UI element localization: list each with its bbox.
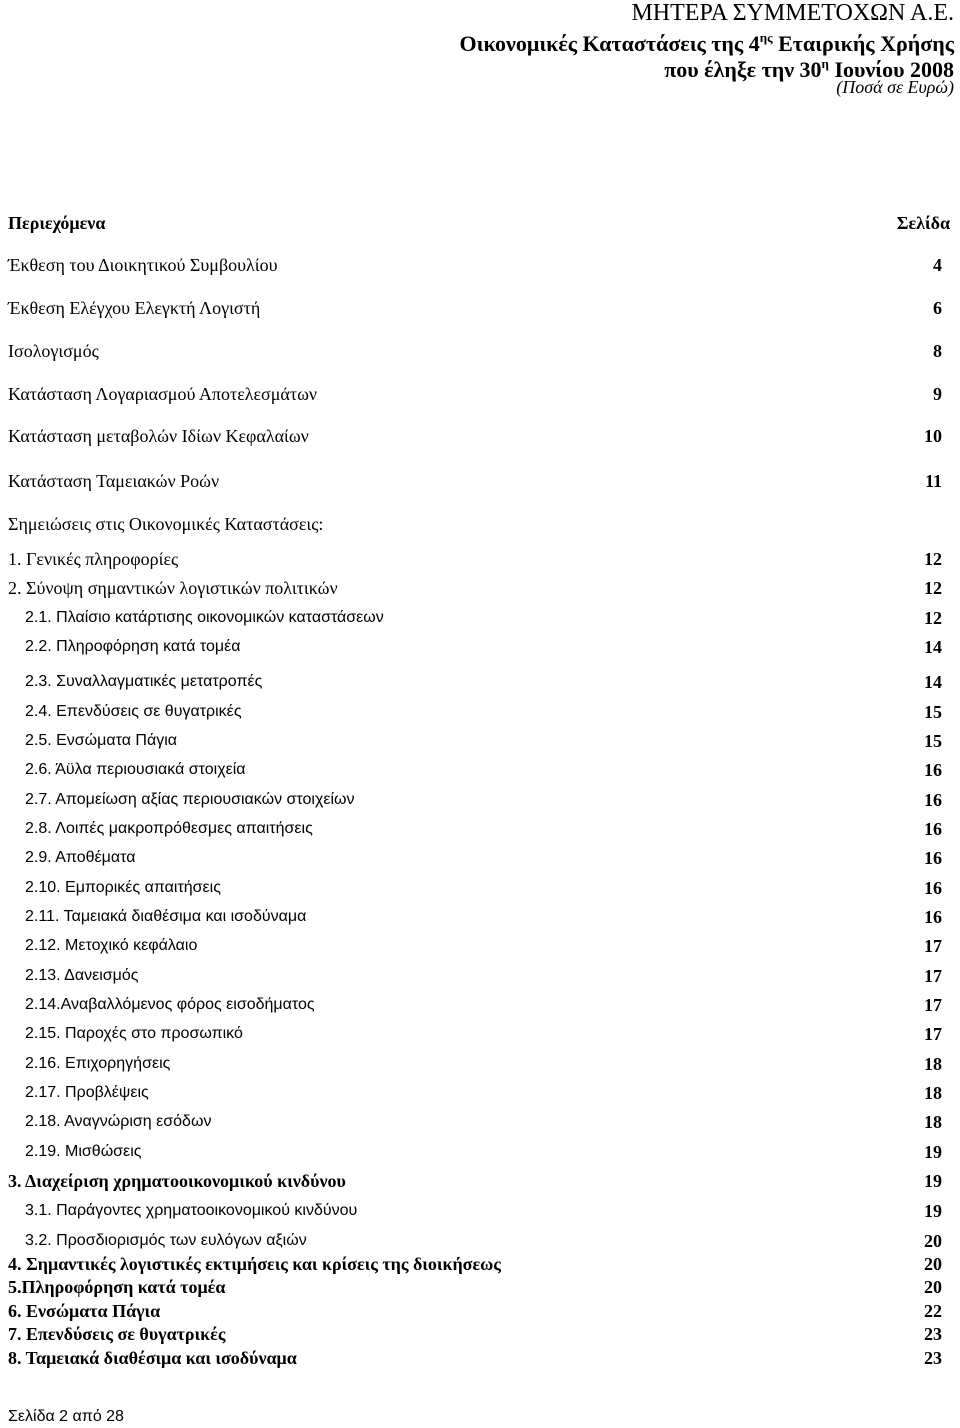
toc-entry-page: 11 [924,471,942,491]
toc-sub-entry-page: 16 [924,790,942,810]
toc-sub-entry[interactable] [0,845,960,871]
period-end-suffix: Ιουνίου 2008 [828,57,954,82]
period-end-prefix: που έληξε την 30 [664,57,822,82]
toc-sub-entry-label: 2.13. Δανεισμός [25,967,139,984]
toc-sub-entry-label: 2.10. Εμπορικές απαιτήσεις [25,879,221,896]
toc-sub-entry[interactable] [0,875,960,901]
toc-sub-entry-label: 2.4. Επενδύσεις σε θυγατρικές [25,703,242,720]
toc-entry[interactable] [0,338,960,364]
toc-sub-entry-label: 2.5. Ενσώματα Πάγια [25,732,178,749]
toc-entry-label: Έκθεση του Διοικητικού Συμβουλίου [8,255,278,275]
toc-sub-entry-page: 17 [924,966,942,986]
toc-sub-entry[interactable] [0,787,960,813]
toc-sub-entry-page: 19 [924,1201,942,1221]
company-name: ΜΗΤΕΡΑ ΣΥΜΜΕΤΟΧΩΝ Α.Ε. [631,0,954,26]
toc-entry[interactable] [0,1274,960,1300]
toc-sub-entry-page: 14 [924,637,942,657]
toc-sub-entry[interactable] [0,634,960,660]
toc-sub-entry[interactable] [0,933,960,959]
toc-entry[interactable] [0,1321,960,1347]
toc-entry[interactable] [0,468,960,494]
toc-sub-entry[interactable] [0,1139,960,1165]
toc-sub-entry-label: 2.2. Πληροφόρηση κατά τομέα [25,638,241,655]
toc-entry[interactable] [0,546,960,572]
toc-sub-entry-page: 20 [924,1231,942,1251]
toc-entry-label: Έκθεση Ελέγχου Ελεγκτή Λογιστή [8,298,261,318]
toc-entry-page: 22 [924,1301,942,1321]
toc-sub-entry-page: 18 [924,1083,942,1103]
toc-sub-entry-label: 2.7. Απομείωση αξίας περιουσιακών στοιχείων [25,791,355,808]
toc-sub-entry-page: 12 [924,608,942,628]
toc-sub-entry-label: 2.16. Επιχορηγήσεις [25,1055,171,1072]
toc-entry-page: 4 [933,255,942,275]
toc-entry-label: 7. Επενδύσεις σε θυγατρικές [8,1324,226,1344]
toc-entry-label: Κατάσταση Λογαριασμού Αποτελεσμάτων [8,384,318,404]
toc-sub-entry[interactable] [0,992,960,1018]
statements-title-prefix: Οικονομικές Καταστάσεις της 4 [459,31,760,56]
toc-entry-page: 20 [924,1254,942,1274]
toc-sub-entry-label: 2.6. Άϋλα περιουσιακά στοιχεία [25,761,246,778]
toc-sub-entry-page: 16 [924,907,942,927]
toc-entry[interactable] [0,295,960,321]
toc-sub-entry-page: 19 [924,1142,942,1162]
toc-entry[interactable] [0,575,960,601]
toc-sub-entry-label: 2.9. Αποθέματα [25,849,136,866]
toc-sub-entry-label: 2.15. Παροχές στο προσωπικό [25,1025,243,1042]
toc-heading-page: Σελίδα [896,213,950,233]
toc-sub-entry-page: 15 [924,702,942,722]
notes-heading: Σημειώσεις στις Οικονομικές Καταστάσεις: [8,514,324,534]
toc-sub-entry-page: 15 [924,731,942,751]
amounts-note: (Ποσά σε Ευρώ) [836,77,954,97]
toc-sub-entry-label: 2.14.Αναβαλλόμενος φόρος εισοδήματος [25,996,315,1013]
toc-sub-entry-page: 14 [924,672,942,692]
toc-sub-entry[interactable] [0,1198,960,1224]
toc-entry-label: 1. Γενικές πληροφορίες [8,549,179,569]
toc-entry[interactable] [0,252,960,278]
toc-entry-page: 23 [924,1324,942,1344]
toc-sub-entry[interactable] [0,963,960,989]
toc-entry-page: 23 [924,1348,942,1368]
toc-heading-row [0,210,960,236]
toc-entry[interactable] [0,1345,960,1371]
toc-entry-page: 19 [924,1171,942,1191]
toc-sub-entry-page: 16 [924,848,942,868]
toc-entry-label: 4. Σημαντικές λογιστικές εκτιμήσεις και κρίσεις της διοικήσεως [8,1254,501,1274]
toc-entry-page: 12 [924,549,942,569]
toc-entry-page: 6 [933,298,942,318]
notes-heading-row [0,511,960,537]
toc-heading-contents: Περιεχόμενα [8,213,106,233]
toc-sub-entry-page: 18 [924,1112,942,1132]
toc-entry[interactable] [0,381,960,407]
toc-sub-entry-page: 16 [924,819,942,839]
toc-sub-entry-page: 17 [924,936,942,956]
toc-sub-entry[interactable] [0,904,960,930]
toc-sub-entry[interactable] [0,816,960,842]
toc-sub-entry[interactable] [0,669,960,695]
toc-sub-entry[interactable] [0,757,960,783]
page-indicator: Σελίδα 2 από 28 [8,1408,124,1425]
toc-entry-label: Κατάσταση Ταμειακών Ροών [8,471,220,491]
toc-entry-label: 8. Ταμειακά διαθέσιμα και ισοδύναμα [8,1348,297,1368]
toc-sub-entry-label: 2.19. Μισθώσεις [25,1143,142,1160]
toc-sub-entry-page: 18 [924,1054,942,1074]
toc-entry-page: 20 [924,1277,942,1297]
toc-sub-entry[interactable] [0,1021,960,1047]
toc-sub-entry[interactable] [0,728,960,754]
statements-title-suffix: Εταιρικής Χρήσης [772,31,954,56]
toc-entry[interactable] [0,1168,960,1194]
toc-sub-entry-label: 3.2. Προσδιορισμός των ευλόγων αξιών [25,1232,307,1249]
toc-sub-entry-label: 2.12. Μετοχικό κεφάλαιο [25,937,198,954]
toc-sub-entry-label: 2.3. Συναλλαγματικές μετατροπές [25,673,263,690]
toc-sub-entry[interactable] [0,1080,960,1106]
toc-entry-label: 6. Ενσώματα Πάγια [8,1301,161,1321]
toc-entry-page: 9 [933,384,942,404]
toc-entry-page: 12 [924,578,942,598]
toc-sub-entry[interactable] [0,1109,960,1135]
toc-sub-entry-label: 3.1. Παράγοντες χρηματοοικονομικού κινδύνου [25,1202,358,1219]
toc-sub-entry-label: 2.11. Ταμειακά διαθέσιμα και ισοδύναμα [25,908,307,925]
toc-entry-label: 3. Διαχείριση χρηματοοικονομικού κινδύνου [8,1171,346,1191]
toc-sub-entry-page: 16 [924,878,942,898]
toc-entry-label: 5.Πληροφόρηση κατά τομέα [8,1277,226,1297]
toc-sub-entry[interactable] [0,1051,960,1077]
toc-entry-page: 10 [924,426,942,446]
toc-sub-entry-page: 16 [924,760,942,780]
toc-sub-entry[interactable] [0,699,960,725]
toc-sub-entry[interactable] [0,605,960,631]
toc-sub-entry-page: 17 [924,1024,942,1044]
toc-entry-page: 8 [933,341,942,361]
statements-title-sup: ης [759,30,773,45]
period-end-sup: η [821,56,829,71]
toc-sub-entry-label: 2.1. Πλαίσιο κατάρτισης οικονομικών καταστάσεων [25,609,384,626]
toc-entry-label: 2. Σύνοψη σημαντικών λογιστικών πολιτικών [8,578,338,598]
toc-sub-entry-label: 2.8. Λοιπές μακροπρόθεσμες απαιτήσεις [25,820,313,837]
toc-entry-label: Ισολογισμός [8,341,99,361]
toc-sub-entry-label: 2.17. Προβλέψεις [25,1084,149,1101]
toc-entry-label: Κατάσταση μεταβολών Ιδίων Κεφαλαίων [8,426,309,446]
toc-entry[interactable] [0,423,960,449]
toc-sub-entry-page: 17 [924,995,942,1015]
toc-sub-entry-label: 2.18. Αναγνώριση εσόδων [25,1113,212,1130]
